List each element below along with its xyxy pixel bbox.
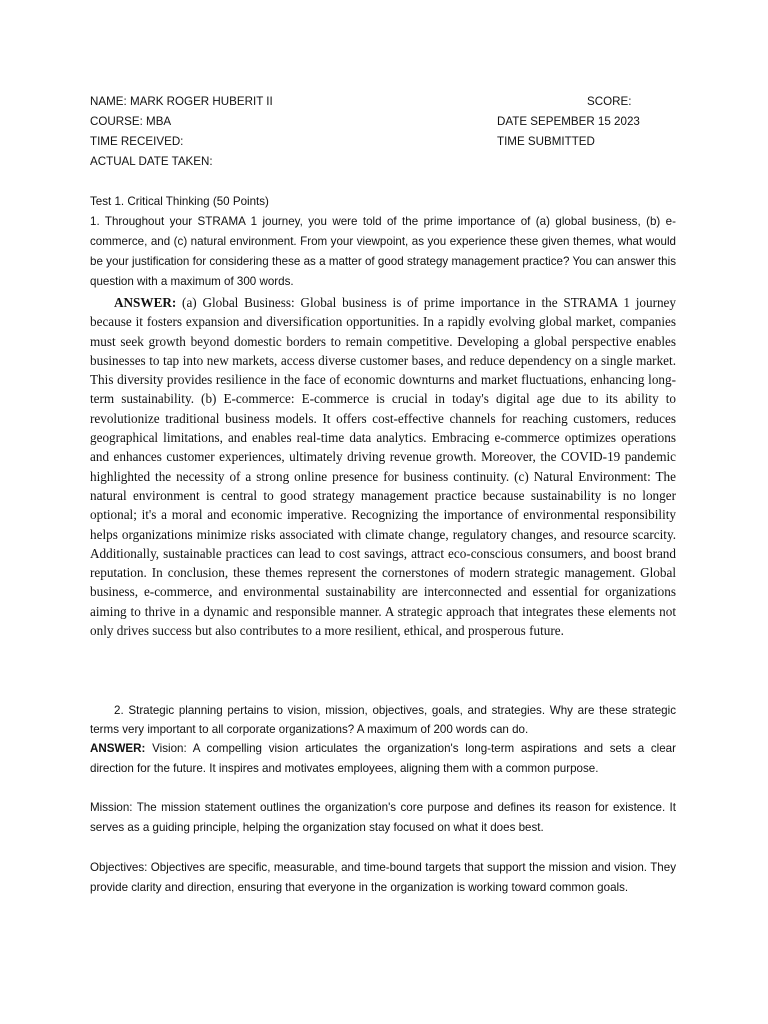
vision-text: Vision: A compelling vision articulates the organization's long-term aspirations and sets a clear direction for the future. It inspires and motivates employees, aligning them with a common purpose. <box>90 742 676 775</box>
test-title: Test 1. Critical Thinking (50 Points) <box>90 195 269 208</box>
time-submitted-label: TIME SUBMITTED <box>497 135 595 148</box>
question-2: 2. Strategic planning pertains to vision, mission, objectives, goals, and strategies. Why are these strategic terms very important to all corporate organizations? A maximum of 200 words can do. <box>90 704 676 736</box>
question-1: 1. Throughout your STRAMA 1 journey, you were told of the prime importance of (a) global business, (b) e-commerce, and (c) natural environment. From your viewpoint, as you experience these given themes, what would be your justification for considering these as a matter of good strategy management practice? You can answer this question with a maximum of 300 words. <box>90 215 676 288</box>
answer-2-vision <box>90 739 676 779</box>
answer-2-objectives: Objectives: Objectives are specific, measurable, and time-bound targets that support the mission and vision. They provide clarity and direction, ensuring that everyone in the organization is working toward common goals. <box>90 861 676 894</box>
course-label: COURSE: MBA <box>90 115 172 128</box>
student-name: NAME: MARK ROGER HUBERIT II <box>90 95 273 108</box>
actual-date-label: ACTUAL DATE TAKEN: <box>90 155 213 168</box>
answer-2-mission: Mission: The mission statement outlines the organization's core purpose and defines its reason for existence. It serves as a guiding principle, helping the organization stay focused on what it does best. <box>90 801 676 834</box>
answer-2-label: ANSWER: <box>90 742 146 755</box>
answer-1-label: ANSWER: <box>114 295 177 310</box>
date-label: DATE SEPEMBER 15 2023 <box>497 115 640 128</box>
answer-1-text: (a) Global Business: Global business is of prime importance in the STRAMA 1 journey because it fosters expansion and diversification opportunities. In a rapidly evolving global market, companies must seek growth beyond domestic borders to remain competitive. Developing a global perspective enables businesses to tap into new markets, access diverse customer bases, and reduce dependency on a single market. This diversity provides resilience in the face of economic downturns and market fluctuations, enhancing long-term sustainability. (b) E-commerce: E-commerce is crucial in today's digital age due to its ability to revolutionize traditional business models. It offers cost-effective channels for reaching customers, reduces geographical limitations, and enables real-time data analytics. Embracing e-commerce optimizes operations and enhances customer experiences, ultimately driving revenue growth. Moreover, the COVID-19 pandemic highlighted the necessity of a strong online presence for business continuity. (c) Natural Environment: The natural environment is central to good strategy management practice because sustainability is no longer optional; it's a moral and economic imperative. Recognizing the importance of environmental responsibility helps organizations minimize risks associated with climate change, regulatory changes, and resource scarcity. Additionally, sustainable practices can lead to cost savings, attract eco-conscious consumers, and boost brand reputation. In conclusion, these themes represent the cornerstones of modern strategic management. Global business, e-commerce, and environmental sustainability are interconnected and essential for organizations aiming to thrive in a dynamic and responsible manner. A strategic approach that integrates these elements not only drives success but also contributes to a more resilient, ethical, and prosperous future. <box>90 295 676 639</box>
time-received-label: TIME RECEIVED: <box>90 135 184 148</box>
answer-1 <box>90 293 676 640</box>
score-label: SCORE: <box>587 95 632 108</box>
